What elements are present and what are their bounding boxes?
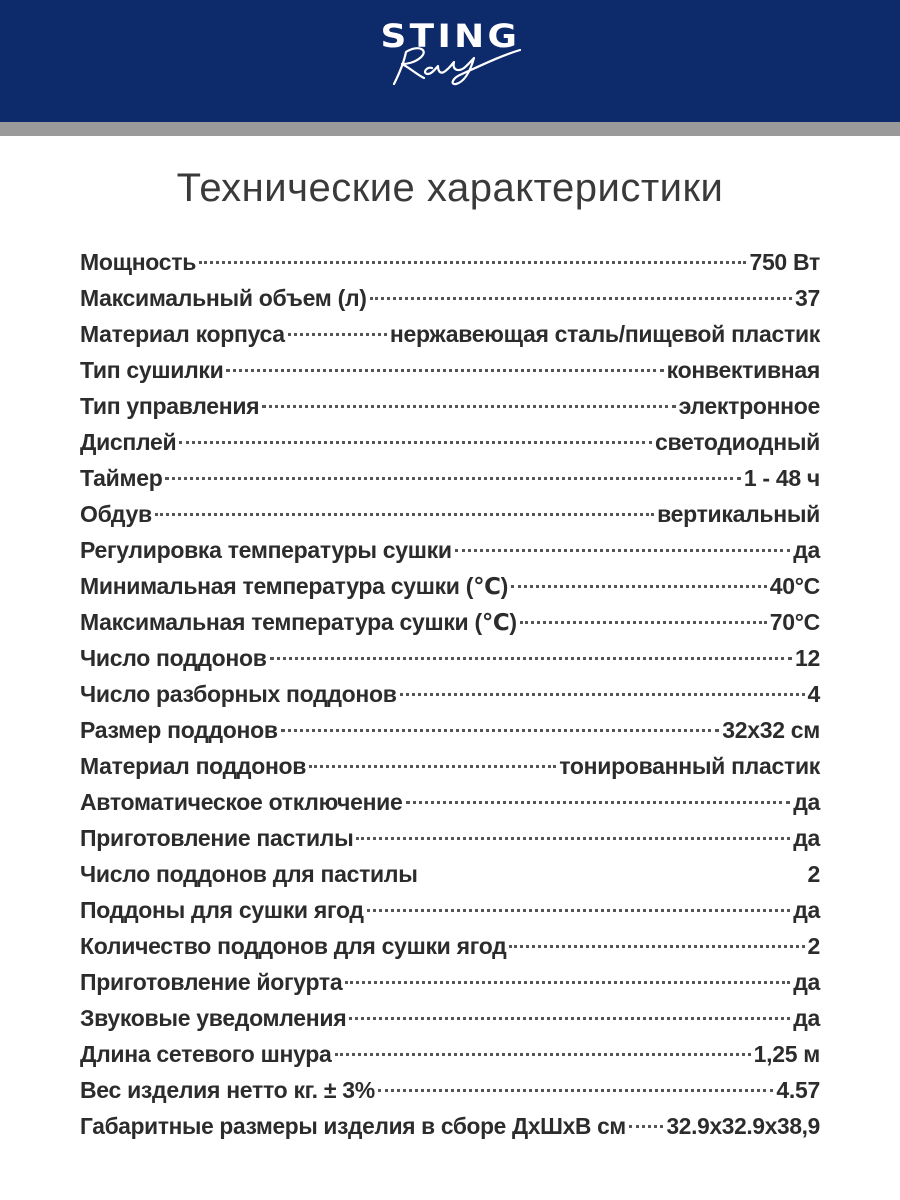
dot-leader — [511, 585, 767, 588]
spec-value: светодиодный — [655, 429, 820, 455]
dot-leader — [345, 981, 790, 984]
spec-row — [80, 244, 820, 280]
spec-row — [80, 280, 820, 316]
spec-row — [80, 1036, 820, 1072]
spec-label: Дисплей — [80, 429, 177, 455]
spec-value: да — [793, 1005, 820, 1031]
dot-leader — [378, 1089, 774, 1092]
spec-label: Вес изделия нетто кг. ± 3% — [80, 1077, 375, 1103]
spec-label: Габаритные размеры изделия в сборе ДхШхВ см — [80, 1113, 626, 1139]
spec-value: да — [793, 969, 820, 995]
spec-value: 70°С — [769, 609, 820, 635]
spec-value: 4 — [807, 681, 820, 707]
spec-value: да — [793, 789, 820, 815]
spec-value: электронное — [678, 393, 820, 419]
dot-leader — [406, 801, 791, 804]
spec-value: нержавеющая сталь/пищевой пластик — [389, 321, 820, 347]
spec-row — [80, 928, 820, 964]
spec-row — [80, 712, 820, 748]
spec-value: 2 — [807, 861, 820, 887]
spec-label: Максимальная температура сушки (℃) — [80, 609, 517, 635]
spec-row — [80, 1000, 820, 1036]
spec-value: 4.57 — [776, 1077, 820, 1103]
dot-leader — [179, 441, 652, 444]
spec-label: Поддоны для сушки ягод — [80, 897, 364, 923]
dot-leader — [165, 477, 740, 480]
dot-leader — [509, 945, 804, 948]
dot-leader — [309, 765, 556, 768]
spec-value: 40°С — [769, 573, 820, 599]
spec-value: 32.9х32.9х38,9 — [666, 1113, 820, 1139]
dot-leader — [400, 693, 805, 696]
spec-row — [80, 604, 820, 640]
dot-leader — [629, 1125, 664, 1128]
spec-value: 1 - 48 ч — [743, 465, 820, 491]
spec-value: 1,25 м — [753, 1041, 820, 1067]
spec-label: Материал поддонов — [80, 753, 307, 779]
dot-leader — [455, 549, 790, 552]
spec-label: Регулировка температуры сушки — [80, 537, 452, 563]
spec-label: Приготовление пастилы — [80, 825, 354, 851]
spec-value: да — [793, 537, 820, 563]
spec-row — [80, 496, 820, 532]
spec-row — [80, 964, 820, 1000]
spec-label: Обдув — [80, 501, 152, 527]
spec-value: 37 — [795, 285, 820, 311]
spec-label: Число разборных поддонов — [80, 681, 397, 707]
spec-value: 2 — [807, 933, 820, 959]
spec-value: да — [793, 825, 820, 851]
spec-row — [80, 1072, 820, 1108]
spec-label: Материал корпуса — [80, 321, 285, 347]
spec-label: Таймер — [80, 465, 163, 491]
brand-name: STING — [380, 17, 520, 55]
spec-label: Минимальная температура сушки (℃) — [80, 573, 508, 599]
dot-leader — [520, 621, 767, 624]
dot-leader — [270, 657, 792, 660]
spec-row — [80, 892, 820, 928]
spec-label: Число поддонов для пастилы — [80, 861, 418, 887]
spec-value: конвективная — [666, 357, 820, 383]
dot-leader — [356, 837, 790, 840]
spec-row — [80, 748, 820, 784]
spec-row — [80, 388, 820, 424]
spec-row — [80, 820, 820, 856]
dot-leader — [288, 333, 387, 336]
spec-label: Максимальный объем (л) — [80, 285, 367, 311]
spec-row — [80, 316, 820, 352]
dot-leader — [349, 1017, 790, 1020]
spec-row — [80, 856, 820, 892]
header-stripe — [0, 122, 900, 136]
spec-value: 750 Вт — [749, 249, 820, 275]
dot-leader — [155, 513, 654, 516]
dot-leader — [226, 369, 663, 372]
spec-value: 12 — [795, 645, 820, 671]
spec-row — [80, 640, 820, 676]
spec-label: Длина сетевого шнура — [80, 1041, 332, 1067]
dot-leader — [367, 909, 790, 912]
dot-leader — [281, 729, 720, 732]
brand-script-logo — [380, 38, 530, 88]
spec-value: да — [793, 897, 820, 923]
spec-label: Количество поддонов для сушки ягод — [80, 933, 507, 959]
dot-leader — [335, 1053, 751, 1056]
spec-label: Число поддонов — [80, 645, 267, 671]
spec-label: Тип сушилки — [80, 357, 224, 383]
spec-value: 32х32 см — [722, 717, 820, 743]
spec-value: вертикальный — [657, 501, 820, 527]
dot-leader — [199, 261, 746, 264]
spec-row — [80, 568, 820, 604]
dot-leader — [262, 405, 675, 408]
spec-label: Размер поддонов — [80, 717, 278, 743]
spec-row — [80, 532, 820, 568]
spec-label: Мощность — [80, 249, 197, 275]
spec-value: тонированный пластик — [559, 753, 820, 779]
spec-label: Приготовление йогурта — [80, 969, 343, 995]
spec-list — [80, 244, 820, 1144]
dot-leader — [370, 297, 792, 300]
spec-row — [80, 784, 820, 820]
spec-row — [80, 676, 820, 712]
spec-row — [80, 460, 820, 496]
spec-row — [80, 352, 820, 388]
spec-label: Тип управления — [80, 393, 260, 419]
page-title: Технические характеристики — [176, 166, 724, 210]
spec-label: Автоматическое отключение — [80, 789, 403, 815]
spec-row — [80, 424, 820, 460]
spec-label: Звуковые уведомления — [80, 1005, 347, 1031]
spec-row — [80, 1108, 820, 1144]
